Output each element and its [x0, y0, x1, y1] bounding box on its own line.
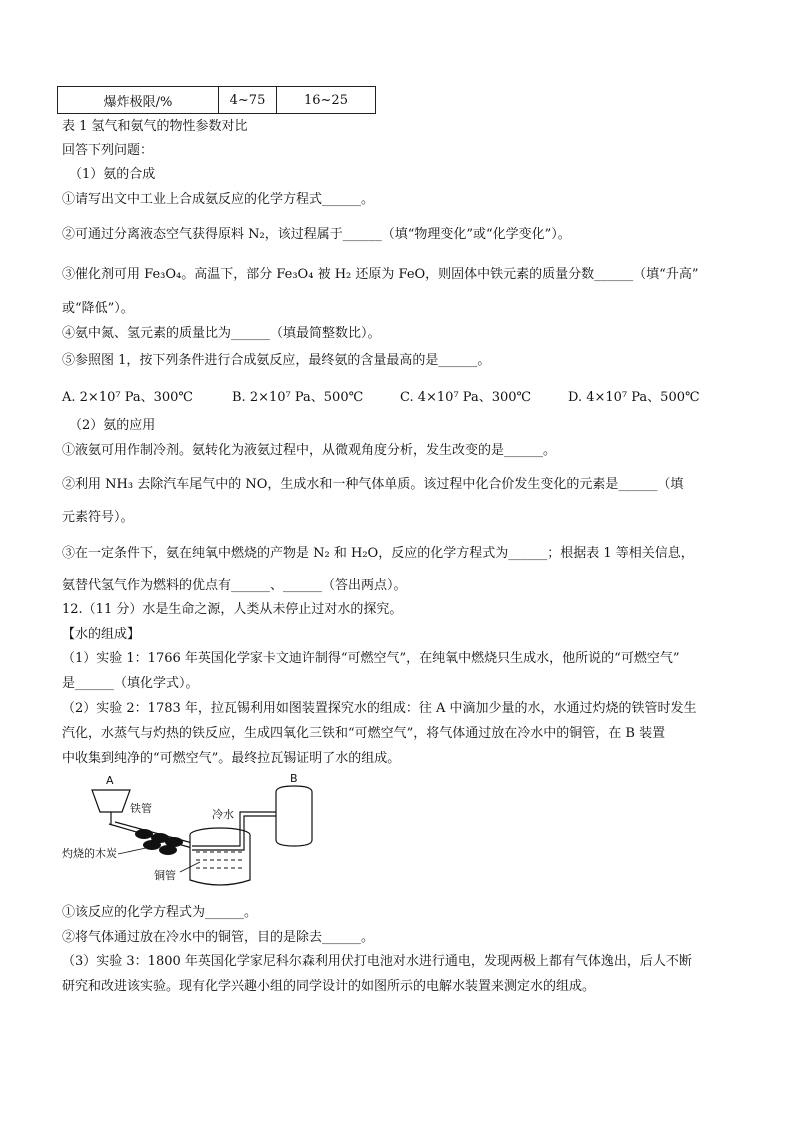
question-line: 是______（填化学式）。 — [62, 676, 199, 691]
h2-value: 4~75 — [219, 87, 277, 114]
question-line: （1）实验 1：1766 年英国化学家卡文迪许制得“可燃空气”，在纯氧中燃烧只生成水，他所说的“可燃空气” — [62, 651, 680, 666]
table-row — [58, 87, 376, 114]
question-line: 或“降低”）。 — [62, 301, 134, 316]
option-c: C. 4×10⁷ Pa、300℃ — [400, 390, 532, 405]
subsection-heading: 【水的组成】 — [62, 627, 141, 642]
label-b: B — [290, 772, 298, 785]
property-table — [57, 86, 376, 114]
charcoal-icon — [135, 829, 183, 855]
question-line: ②利用 NH₃ 去除汽车尾气中的 NO，生成水和一种气体单质。该过程中化合价发生变化的元素是______（填 — [62, 477, 684, 492]
row-label: 爆炸极限/% — [58, 87, 219, 114]
gas-vessel-b — [276, 786, 312, 846]
question-line: 研究和改进该实验。现有化学兴趣小组的同学设计的如图所示的电解水装置来测定水的组成。 — [62, 979, 596, 994]
label-copper-tube: 铜管 — [154, 869, 176, 882]
nh3-value: 16~25 — [277, 87, 376, 114]
table-caption: 表 1 氢气和氨气的物性参数对比 — [62, 119, 248, 134]
option-a: A. 2×10⁷ Pa、300℃ — [62, 390, 193, 405]
question-line: 汽化，水蒸气与灼热的铁反应，生成四氧化三铁和“可燃空气”，将气体通过放在冷水中的铜管，在 B 装置 — [62, 726, 666, 741]
question-title: 12.（11 分）水是生命之源，人类从未停止过对水的探究。 — [62, 602, 403, 617]
question-line: ①请写出文中工业上合成氨反应的化学方程式______。 — [62, 192, 375, 207]
question-line: 元素符号）。 — [62, 510, 134, 525]
section-heading: （1）氨的合成 — [69, 167, 156, 182]
label-iron-tube: 铁管 — [130, 802, 152, 815]
question-line: ①该反应的化学方程式为______。 — [62, 905, 258, 920]
label-cold-water: 冷水 — [212, 808, 234, 821]
question-line: ④氨中氮、氢元素的质量比为______（填最简整数比）。 — [62, 326, 381, 341]
instruction: 回答下列问题： — [62, 143, 154, 158]
option-d: D. 4×10⁷ Pa、500℃ — [568, 390, 700, 405]
question-line: ②可通过分离液态空气获得原料 N₂，该过程属于______（填“物理变化”或“化学变化”）。 — [62, 227, 571, 242]
question-line: 氨替代氢气作为燃料的优点有______、______（答出两点）。 — [62, 578, 407, 593]
question-line: ②将气体通过放在冷水中的铜管，目的是除去______。 — [62, 930, 375, 945]
question-line: （2）实验 2：1783 年，拉瓦锡利用如图装置探究水的组成：往 A 中滴加少量的水，水通过灼烧的铁管时发生 — [62, 701, 697, 716]
question-line: ③在一定条件下，氨在纯氧中燃烧的产物是 N₂ 和 H₂O，反应的化学方程式为______；根据表 1 等相关信息， — [62, 546, 694, 561]
funnel-a — [92, 790, 130, 812]
beaker-cold-water — [190, 828, 250, 885]
question-line: ①液氨可用作制冷剂。氨转化为液氨过程中，从微观角度分析，发生改变的是______。 — [62, 443, 557, 458]
section-heading: （2）氨的应用 — [69, 418, 156, 433]
question-line: ③催化剂可用 Fe₃O₄。高温下，部分 Fe₃O₄ 被 H₂ 还原为 FeO，则固体中铁元素的质量分数______（填“升高” — [62, 267, 699, 282]
question-line: （3）实验 3：1800 年英国化学家尼科尔森利用伏打电池对水进行通电，发现两极上都有气体逸出，后人不断 — [62, 954, 692, 969]
question-line: 中收集到纯净的“可燃空气”。最终拉瓦锡证明了水的组成。 — [62, 751, 401, 766]
apparatus-figure — [62, 772, 332, 892]
label-a: A — [106, 774, 114, 787]
option-b: B. 2×10⁷ Pa、500℃ — [232, 390, 364, 405]
question-line: ⑤参照图 1，按下列条件进行合成氨反应，最终氨的含量最高的是______。 — [62, 353, 491, 368]
label-charcoal: 灼烧的木炭 — [62, 847, 117, 860]
